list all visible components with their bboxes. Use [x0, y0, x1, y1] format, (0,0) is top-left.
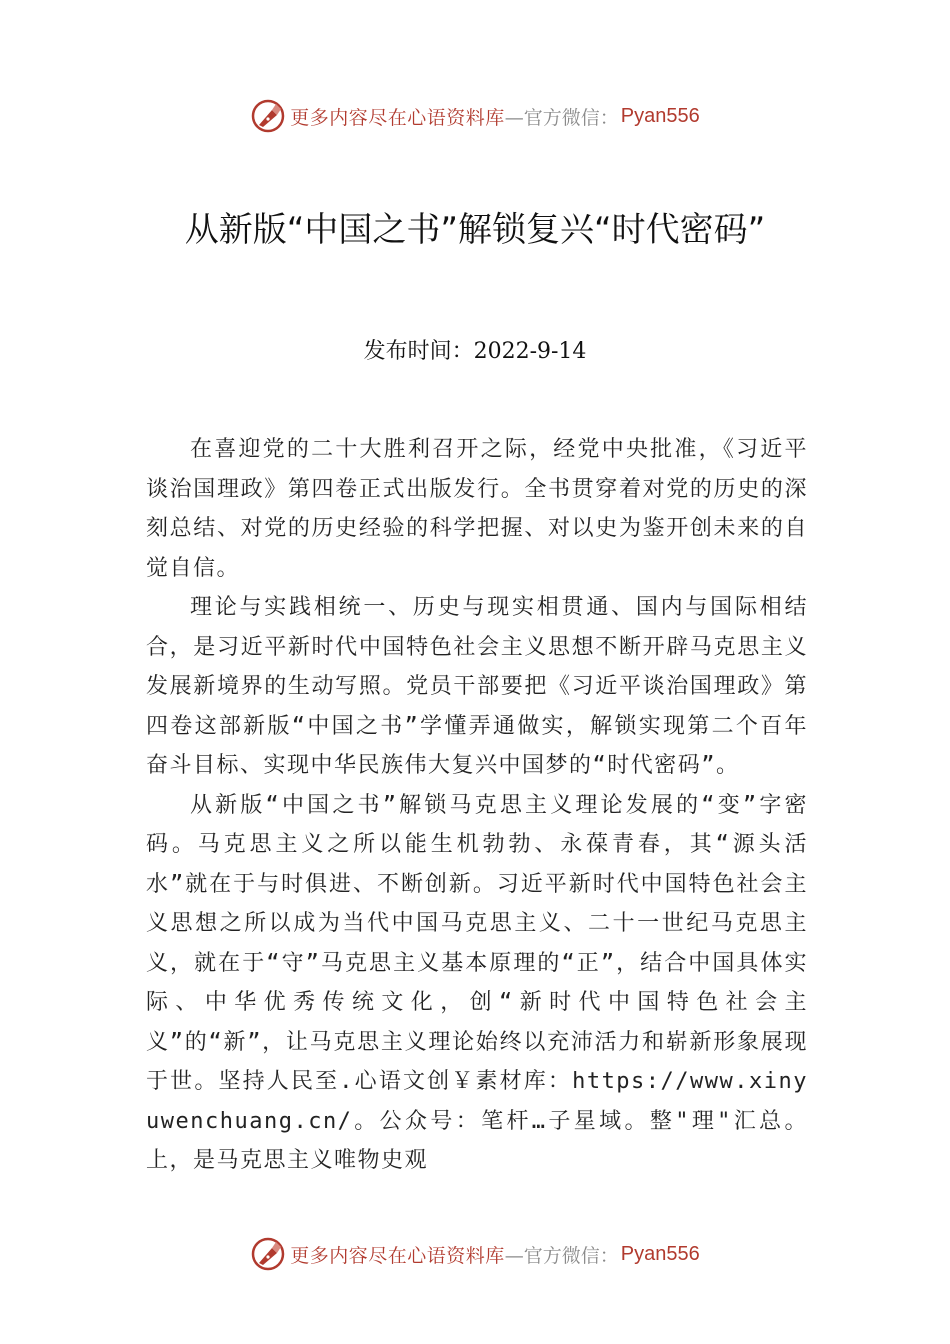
- header-banner: [0, 96, 950, 136]
- banner-site-text: 更多内容尽在心语资料库: [290, 106, 505, 129]
- paragraph-1: 在喜迎党的二十大胜利召开之际，经党中央批准，《习近平谈治国理政》第四卷正式出版发行。全书贯穿着对党的历史的深刻总结、对党的历史经验的科学把握、对以史为鉴开创未来的自觉自信。: [146, 437, 808, 581]
- publish-date: [0, 334, 950, 365]
- footer-banner: [0, 1234, 950, 1274]
- publish-date-value: 2022-9-14: [473, 339, 587, 364]
- publish-date-label: 发布时间：: [363, 339, 474, 364]
- paragraph-2: 理论与实践相统一、历史与现实相贯通、国内与国际相结合，是习近平新时代中国特色社会主义思想不断开辟马克思主义发展新境界的生动写照。党员干部要把《习近平谈治国理政》第四卷这部新版“中国之书”学懂弄通做实，解锁实现第二个百年奋斗目标、实现中华民族伟大复兴中国梦的“时代密码”。: [146, 595, 808, 778]
- banner-site-text: 更多内容尽在心语资料库: [290, 1244, 505, 1267]
- banner-wechat-id: Pyan556: [620, 1242, 700, 1265]
- article-title: 从新版“中国之书”解锁复兴“时代密码”: [184, 210, 766, 250]
- banner-wechat-id: Pyan556: [620, 104, 700, 127]
- paragraph-3: 从新版“中国之书”解锁马克思主义理论发展的“变”字密码。马克思主义之所以能生机勃勃、永葆青春，其“源头活水”就在于与时俱进、不断创新。习近平新时代中国特色社会主义思想之所以成为当代中国马克思主义、二十一世纪马克思主义，就在于“守”马克思主义基本原理的“正”，结合中国具体实际、中华优秀传统文化，创“新时代中国特色社会主义”的“新”，让马克思主义理论始终以充沛活力和崭新形象展现于世。坚持人民至.心语文创￥素材库：https://www.xinyuwenchuang.cn/。公众号：笔杆…子星域。整"理"汇总。上，是马克思主义唯物史观: [146, 792, 808, 1173]
- article-body: [146, 430, 808, 1181]
- pen-nib-logo-icon: [250, 98, 286, 134]
- pen-nib-logo-icon: [250, 1236, 286, 1272]
- banner-wechat-label: —官方微信：: [504, 106, 619, 129]
- banner-wechat-label: —官方微信：: [504, 1244, 619, 1267]
